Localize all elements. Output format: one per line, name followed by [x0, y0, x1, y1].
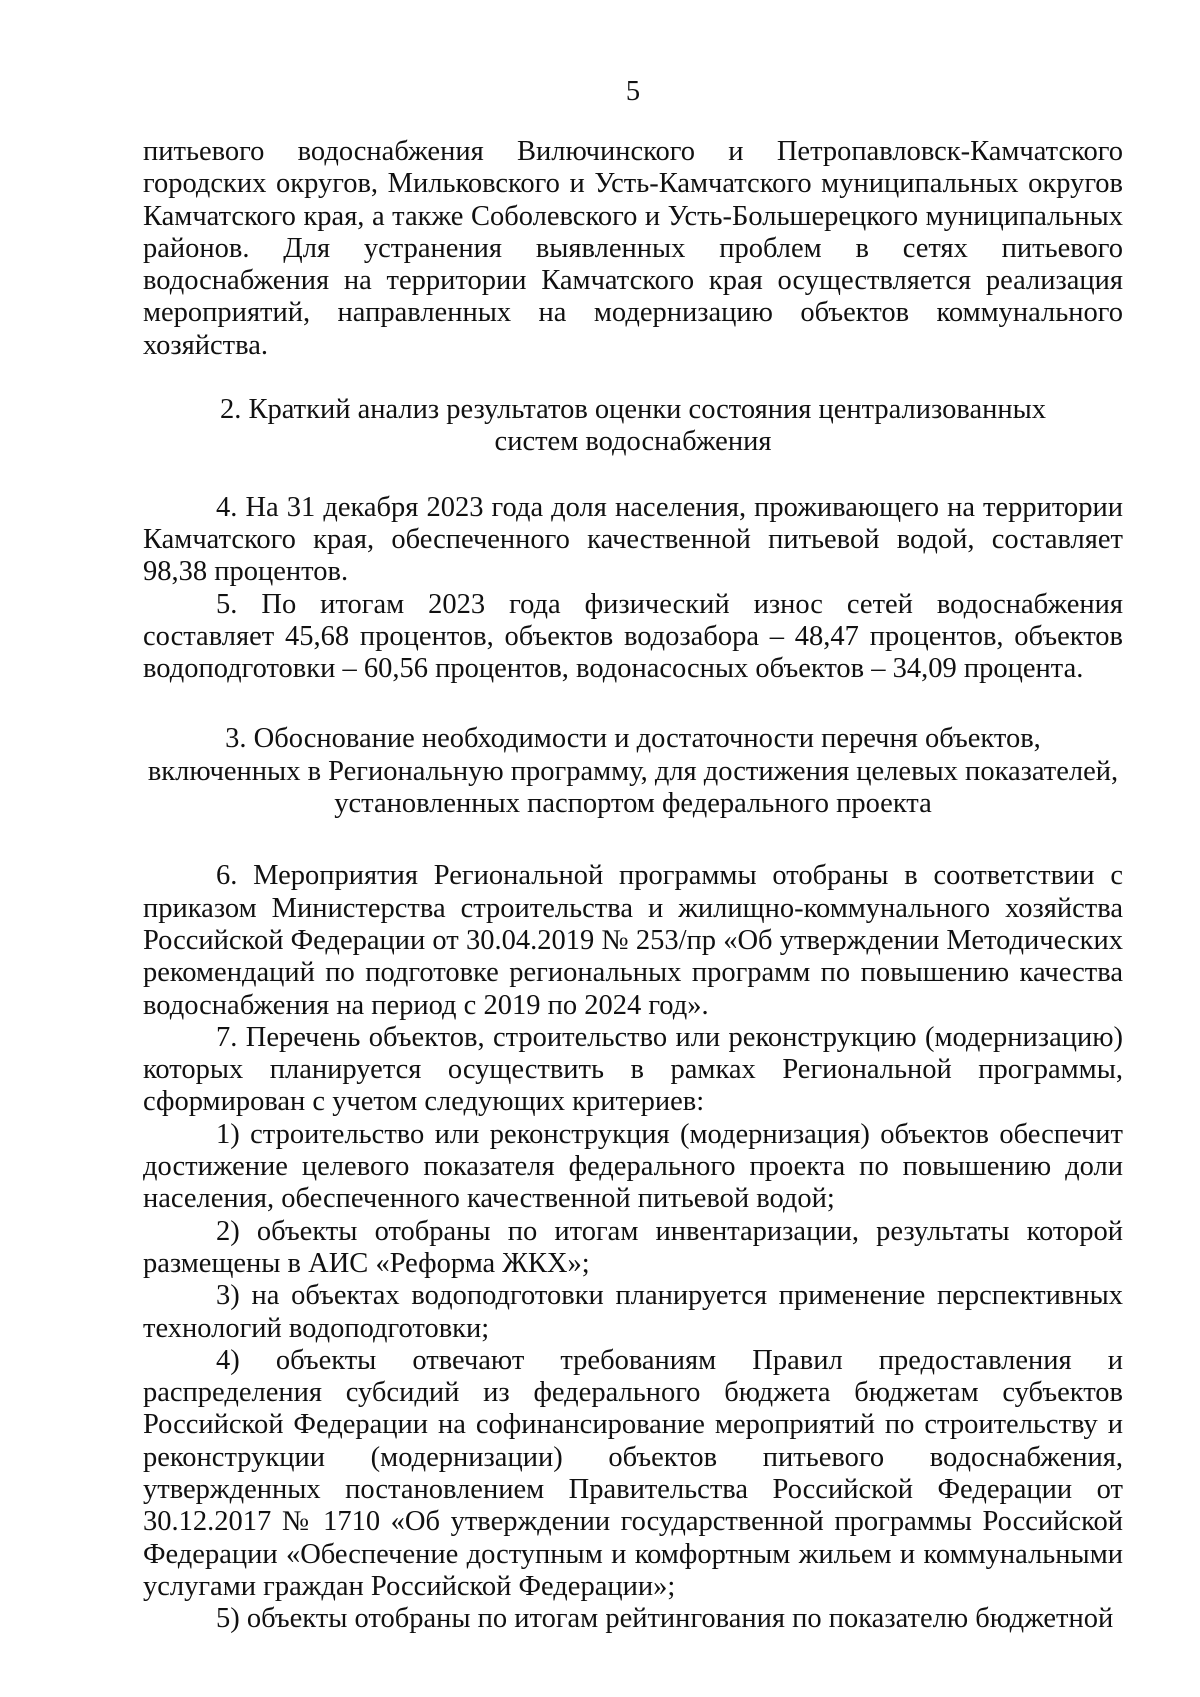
section-2-heading-line-2: систем водоснабжения [494, 426, 772, 458]
section-3-heading [143, 723, 1123, 820]
criterion-5: 5) объекты отобраны по итогам рейтингования по показателю бюджетной [216, 1603, 1114, 1635]
paragraph-5: 5. По итогам 2023 года физический износ сетей водоснабжения составляет 45,68 процентов, объектов водозабора – 48,47 процентов, объектов водоподготовки – 60,56 процентов, водонасосных объектов – 34,09 процента. [143, 588, 1123, 685]
section-2-heading [143, 394, 1123, 459]
section-3-heading-line-1: 3. Обоснование необходимости и достаточности перечня объектов, [225, 723, 1041, 755]
criterion-4: 4) объекты отвечают требованиям Правил предоставления и распределения субсидий из федерального бюджета бюджетам субъектов Российской Федерации на софинансирование мероприятий по строительству и реконструкции (модернизации) объектов питьевого водоснабжения, утвержденных постановлением Правительства Российской Федерации от 30.12.2017 № 1710 «Об утверждении государственной программы Российской Федерации «Обеспечение доступным и комфортным жильем и коммунальными услугами граждан Российской Федерации»; [143, 1344, 1123, 1602]
criterion-2: 2) объекты отобраны по итогам инвентаризации, результаты которой размещены в АИС «Реформа ЖКХ»; [143, 1215, 1123, 1279]
paragraph-7: 7. Перечень объектов, строительство или реконструкцию (модернизацию) которых планируется осуществить в рамках Региональной программы, сформирован с учетом следующих критериев: [143, 1021, 1123, 1118]
criterion-3: 3) на объектах водоподготовки планируется применение перспективных технологий водоподготовки; [143, 1280, 1123, 1344]
paragraph-6: 6. Мероприятия Региональной программы отобраны в соответствии с приказом Министерства строительства и жилищно-коммунального хозяйства Российской Федерации от 30.04.2019 № 253/пр «Об утверждении Методических рекомендаций по подготовке региональных программ по повышению качества водоснабжения на период с 2019 по 2024 год». [143, 860, 1123, 1021]
section-3-heading-line-2: включенных в Региональную программу, для достижения целевых показателей, [147, 755, 1119, 787]
section-3-heading-line-3: установленных паспортом федерального проекта [334, 788, 932, 820]
section-2-heading-line-1: 2. Краткий анализ результатов оценки состояния централизованных [220, 394, 1046, 426]
page-number: 5 [625, 76, 641, 107]
document-body [143, 136, 1123, 1635]
intro-paragraph: питьевого водоснабжения Вилючинского и Петропавловск-Камчатского городских округов, Мильковского и Усть-Камчатского муниципальных округов Камчатского края, а также Соболевского и Усть-Большерецкого муниципальных районов. Для устранения выявленных проблем в сетях питьевого водоснабжения на территории Камчатского края осуществляется реализация мероприятий, направленных на модернизацию объектов коммунального хозяйства. [143, 136, 1123, 361]
criterion-1: 1) строительство или реконструкция (модернизация) объектов обеспечит достижение целевого показателя федерального проекта по повышению доли населения, обеспеченного качественной питьевой водой; [143, 1118, 1123, 1215]
paragraph-4: 4. На 31 декабря 2023 года доля населения, проживающего на территории Камчатского края, обеспеченного качественной питьевой водой, составляет 98,38 процентов. [143, 491, 1123, 588]
